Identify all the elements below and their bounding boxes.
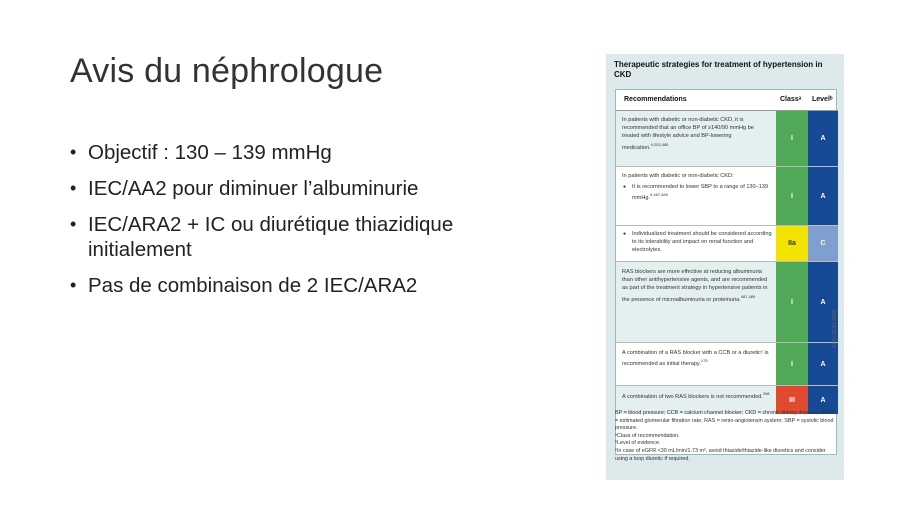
level-badge: C	[808, 226, 838, 261]
table-row	[616, 226, 838, 262]
bullet-item	[70, 140, 540, 165]
level-badge: A	[808, 262, 838, 342]
recommendation-text: A combination of two RAS blockers is not recommended.$^{298}$	[622, 391, 770, 400]
recommendation-text	[622, 230, 772, 255]
bullet-dot-icon: •	[70, 214, 77, 234]
table-footnotes	[615, 410, 839, 463]
recommendation-text: RAS blockers are more effective at reducing albuminuria than other antihypertensive agents, and are recommended as part of the treatment strategy in hypertensive patients in the presence of microalbuminuria or proteinuria.$^{487,489}$	[622, 269, 768, 303]
class-badge: I	[776, 262, 808, 342]
table-row	[616, 343, 838, 386]
footnote: ᵇLevel of evidence.	[615, 440, 661, 447]
table-row	[616, 262, 838, 343]
table-title: Therapeutic strategies for treatment of hypertension in CKD	[614, 60, 823, 79]
table-row	[616, 167, 838, 226]
table-row	[616, 111, 838, 167]
bullet-dot-icon: •	[70, 178, 77, 198]
recommendation-text: In patients with diabetic or non-diabetic CKD, it is recommended that an office BP of ≥140/90 mmHg be treated with lifestyle advice and BP-lowering medication.$^{9,203,485}$	[622, 117, 754, 151]
level-badge: A	[808, 111, 838, 166]
copyright-notice: ©ESC/ESH 2018	[832, 309, 838, 348]
bullet-item	[70, 176, 540, 201]
recommendation-table	[615, 89, 837, 455]
bullet-item	[70, 273, 540, 298]
footnote: ᵃClass of recommendation.	[615, 432, 680, 439]
slide-title: Avis du néphrologue	[70, 52, 384, 90]
footnote: ᶜIn case of eGFR <30 mL/min/1.73 m², avoid thiazide/thiazide-like diuretics and consider using a loop diuretic if required.	[615, 447, 826, 462]
recommendation-text: A combination of a RAS blocker with a CCB or a diureticᶜ is recommended as initial therapy.$^{175}$	[622, 350, 769, 368]
header-level: Levelᵇ	[812, 96, 833, 103]
bullet-list	[70, 140, 540, 309]
level-badge: A	[808, 167, 838, 225]
bullet-text: Objectif : 130 – 139 mmHg	[88, 141, 332, 164]
bullet-item	[70, 212, 540, 262]
class-badge: III	[776, 386, 808, 414]
level-badge: A	[808, 343, 838, 385]
class-badge: I	[776, 167, 808, 225]
recommendation-table-panel	[606, 54, 844, 480]
level-badge: A	[808, 386, 838, 414]
bullet-text: IEC/ARA2 + IC ou diurétique thiazidique initialement	[88, 213, 454, 261]
bullet-text: IEC/AA2 pour diminuer l’albuminurie	[88, 177, 419, 200]
header-recommendations: Recommendations	[624, 96, 687, 103]
class-badge: I	[776, 343, 808, 385]
class-badge: IIa	[776, 226, 808, 261]
bullet-text: Pas de combinaison de 2 IEC/ARA2	[88, 274, 418, 297]
bullet-dot-icon: •	[70, 142, 77, 162]
recommendation-bullet: ● It is recommended to lower SBP to a range of 130–139 mmHg.$^{9,487,489}$	[622, 183, 772, 202]
header-class: Classᵃ	[780, 96, 802, 103]
footnote: BP = blood pressure; CCB = calcium channel blocker; CKD = chronic kidney disease; eGFR = estimated glomerular filtration rate; RAS = renin-angiotensin system; SBP = systolic blood pressure.	[615, 410, 835, 432]
bullet-dot-icon: •	[70, 275, 77, 295]
recommendation-bullet: ● Individualized treatment should be considered according to its tolerability and impact on renal function and electrolytes.	[622, 230, 772, 255]
class-badge: I	[776, 111, 808, 166]
recommendation-text: In patients with diabetic or non-diabetic CKD: ● It is recommended to lower SBP to a range of 130–139 mmHg.$^{9,487,489}$	[622, 172, 772, 202]
table-header	[616, 90, 838, 111]
